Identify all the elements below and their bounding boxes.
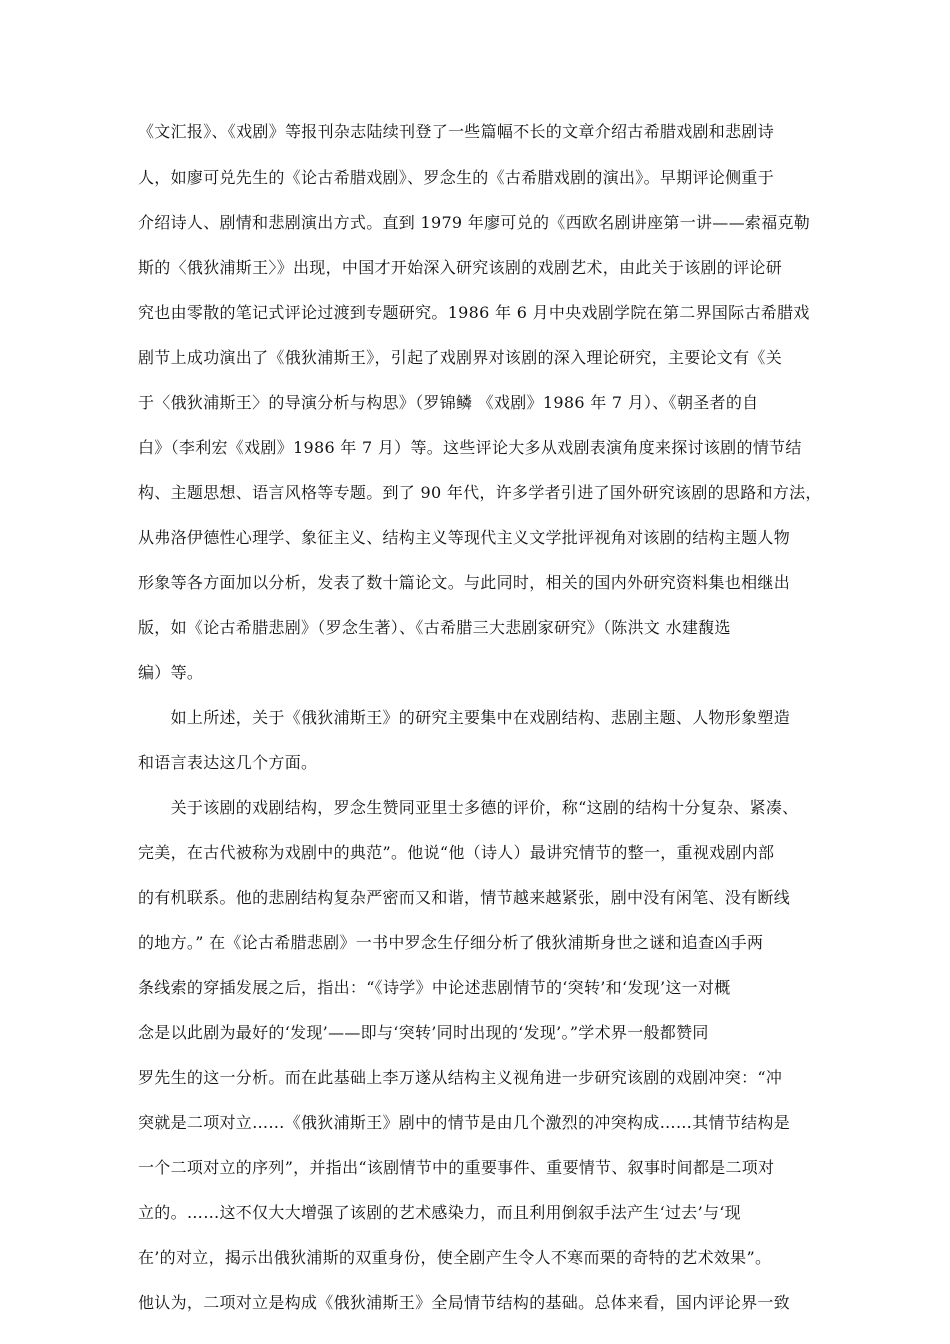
text-line: 立的。……这不仅大大增强了该剧的艺术感染力，而且利用倒叙手法产生‘过去’与‘现 — [138, 1203, 741, 1222]
text-line: 完美，在古代被称为戏剧中的典范”。他说“他（诗人）最讲究情节的整一，重视戏剧内部 — [138, 843, 775, 862]
text-line: 关于该剧的戏剧结构，罗念生赞同亚里士多德的评价，称“这剧的结构十分复杂、紧凑、 — [138, 798, 799, 817]
text-line: 的有机联系。他的悲剧结构复杂严密而又和谐，情节越来越紧张，剧中没有闲笔、没有断线 — [138, 888, 791, 907]
text-line: 罗先生的这一分析。而在此基础上李万遂从结构主义视角进一步研究该剧的戏剧冲突：“冲 — [138, 1068, 783, 1087]
text-line: 白》（李利宏《戏剧》1986 年 7 月）等。这些评论大多从戏剧表演角度来探讨该剧的情节结 — [138, 438, 802, 457]
text-line: 条线索的穿插发展之后，指出：“《诗学》中论述悲剧情节的‘突转’和‘发现’这一对概 — [138, 978, 731, 997]
text-line: 如上所述，关于《俄狄浦斯王》的研究主要集中在戏剧结构、悲剧主题、人物形象塑造 — [138, 708, 791, 727]
text-line: 斯的〈俄狄浦斯王〉》出现，中国才开始深入研究该剧的戏剧艺术，由此关于该剧的评论研 — [138, 258, 783, 277]
text-line: 念是以此剧为最好的‘发现’——即与‘突转’同时出现的‘发现’。”学术界一般都赞同 — [138, 1023, 709, 1042]
text-line: 从弗洛伊德性心理学、象征主义、结构主义等现代主义文学批评视角对该剧的结构主题人物 — [138, 528, 791, 547]
text-line: 一个二项对立的序列”，并指出“该剧情节中的重要事件、重要情节、叙事时间都是二项对 — [138, 1158, 775, 1177]
text-line: 人，如廖可兑先生的《论古希腊戏剧》、罗念生的《古希腊戏剧的演出》。早期评论侧重于 — [138, 168, 775, 187]
text-line: 在’的对立，揭示出俄狄浦斯的双重身份，使全剧产生令人不寒而栗的奇特的艺术效果”。 — [138, 1248, 772, 1267]
text-line: 剧节上成功演出了《俄狄浦斯王》，引起了戏剧界对该剧的深入理论研究，主要论文有《关 — [138, 348, 783, 367]
text-line: 他认为，二项对立是构成《俄狄浦斯王》全局情节结构的基础。总体来看，国内评论界一致 — [138, 1293, 791, 1312]
text-line: 于〈俄狄浦斯王〉的导演分析与构思》（罗锦鳞 《戏剧》1986 年 7 月）、《朝圣者的自 — [138, 393, 759, 412]
text-line: 《文汇报》、《戏剧》等报刊杂志陆续刊登了一些篇幅不长的文章介绍古希腊戏剧和悲剧诗 — [138, 122, 775, 141]
text-line: 形象等各方面加以分析，发表了数十篇论文。与此同时，相关的国内外研究资料集也相继出 — [138, 573, 791, 592]
text-line: 的地方。” 在《论古希腊悲剧》一书中罗念生仔细分析了俄狄浦斯身世之谜和追查凶手两 — [138, 933, 764, 952]
text-line: 版，如《论古希腊悲剧》（罗念生著）、《古希腊三大悲剧家研究》（陈洪文 水建馥选 — [138, 618, 731, 637]
text-line: 究也由零散的笔记式评论过渡到专题研究。1986 年 6 月中央戏剧学院在第二界国际古希腊戏 — [138, 303, 810, 322]
text-line: 编）等。 — [138, 663, 204, 682]
text-line: 介绍诗人、剧情和悲剧演出方式。直到 1979 年廖可兑的《西欧名剧讲座第一讲——索福克勒 — [138, 213, 811, 232]
text-line: 和语言表达这几个方面。 — [138, 753, 318, 772]
text-line: 突就是二项对立……《俄狄浦斯王》剧中的情节是由几个激烈的冲突构成……其情节结构是 — [138, 1113, 791, 1132]
text-line: 构、主题思想、语言风格等专题。到了 90 年代，许多学者引进了国外研究该剧的思路和方法， — [138, 483, 822, 502]
